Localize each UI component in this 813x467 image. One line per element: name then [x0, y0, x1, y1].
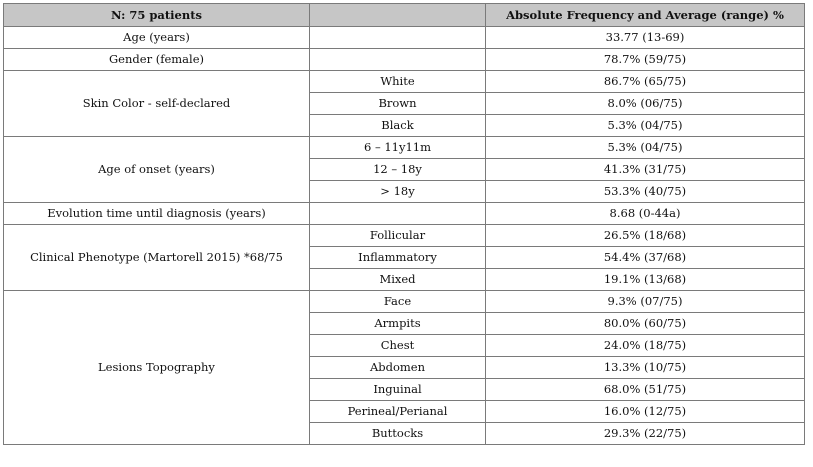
value-cell: 5.3% (04/75): [486, 137, 805, 159]
table-row: [4, 71, 805, 93]
subcategory-cell: Buttocks: [310, 423, 486, 445]
header-category: [310, 4, 486, 27]
value-cell: 8.68 (0-44a): [486, 203, 805, 225]
subcategory-cell: Brown: [310, 93, 486, 115]
value-cell: 9.3% (07/75): [486, 291, 805, 313]
subcategory-cell: Mixed: [310, 269, 486, 291]
value-cell: 24.0% (18/75): [486, 335, 805, 357]
subcategory-cell: > 18y: [310, 181, 486, 203]
value-cell: 78.7% (59/75): [486, 49, 805, 71]
variable-label: Gender (female): [4, 49, 310, 71]
subcategory-cell: Perineal/Perianal: [310, 401, 486, 423]
value-cell: 16.0% (12/75): [486, 401, 805, 423]
value-cell: 86.7% (65/75): [486, 71, 805, 93]
subcategory-cell: Inflammatory: [310, 247, 486, 269]
header-patients: N: 75 patients: [4, 4, 310, 27]
variable-label: Evolution time until diagnosis (years): [4, 203, 310, 225]
patient-characteristics-table: [3, 3, 805, 445]
subcategory-cell: Follicular: [310, 225, 486, 247]
value-cell: 29.3% (22/75): [486, 423, 805, 445]
variable-label: Skin Color - self-declared: [4, 71, 310, 137]
value-cell: 26.5% (18/68): [486, 225, 805, 247]
subcategory-cell: Chest: [310, 335, 486, 357]
value-cell: 13.3% (10/75): [486, 357, 805, 379]
variable-label: Age of onset (years): [4, 137, 310, 203]
subcategory-cell: Armpits: [310, 313, 486, 335]
value-cell: 41.3% (31/75): [486, 159, 805, 181]
subcategory-cell: 6 – 11y11m: [310, 137, 486, 159]
table-body: [4, 27, 805, 445]
subcategory-cell: [310, 49, 486, 71]
table-row: [4, 225, 805, 247]
value-cell: 5.3% (04/75): [486, 115, 805, 137]
value-cell: 33.77 (13-69): [486, 27, 805, 49]
header-frequency: Absolute Frequency and Average (range) %: [486, 4, 805, 27]
subcategory-cell: [310, 203, 486, 225]
table-row: [4, 137, 805, 159]
value-cell: 8.0% (06/75): [486, 93, 805, 115]
subcategory-cell: Abdomen: [310, 357, 486, 379]
subcategory-cell: White: [310, 71, 486, 93]
subcategory-cell: Inguinal: [310, 379, 486, 401]
table-row: [4, 27, 805, 49]
subcategory-cell: [310, 27, 486, 49]
variable-label: Lesions Topography: [4, 291, 310, 445]
table-row: [4, 291, 805, 313]
subcategory-cell: 12 – 18y: [310, 159, 486, 181]
table-header-row: [4, 4, 805, 27]
value-cell: 68.0% (51/75): [486, 379, 805, 401]
value-cell: 53.3% (40/75): [486, 181, 805, 203]
subcategory-cell: Face: [310, 291, 486, 313]
value-cell: 19.1% (13/68): [486, 269, 805, 291]
variable-label: Age (years): [4, 27, 310, 49]
value-cell: 54.4% (37/68): [486, 247, 805, 269]
table-row: [4, 49, 805, 71]
subcategory-cell: Black: [310, 115, 486, 137]
table-row: [4, 203, 805, 225]
value-cell: 80.0% (60/75): [486, 313, 805, 335]
variable-label: Clinical Phenotype (Martorell 2015) *68/75: [4, 225, 310, 291]
